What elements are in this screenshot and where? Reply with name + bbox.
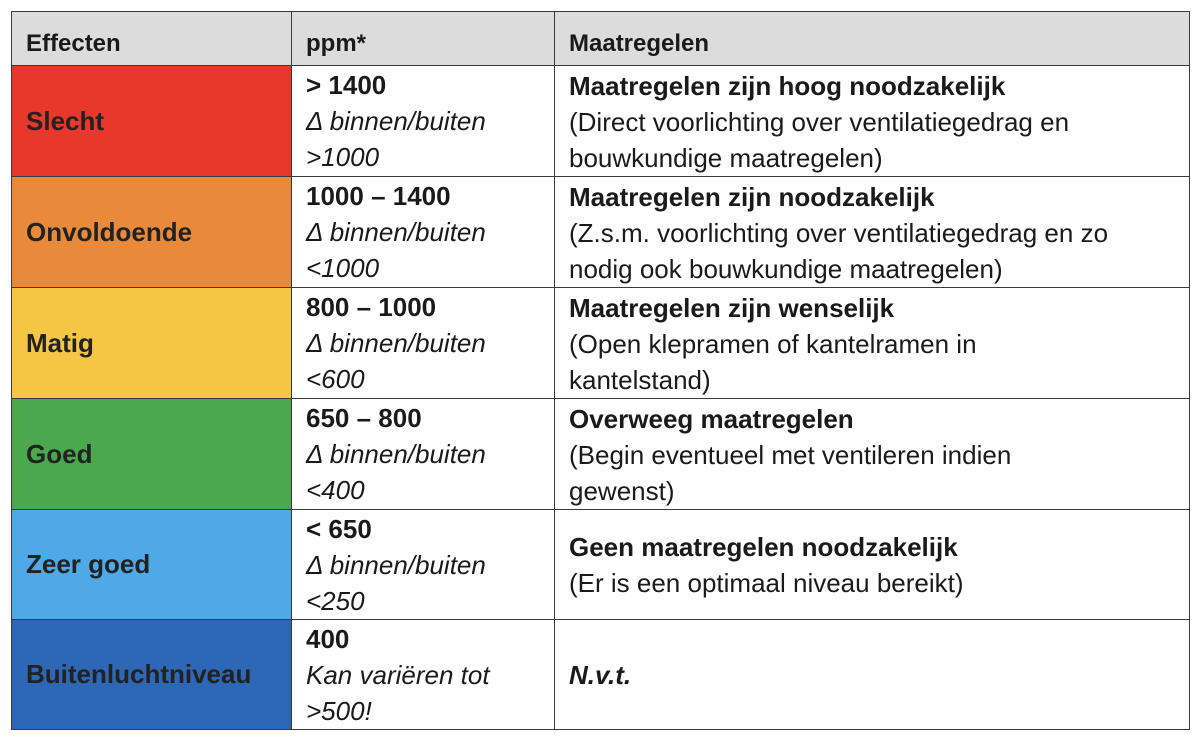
ppm-cell xyxy=(292,620,555,730)
ppm-cell xyxy=(292,66,555,177)
action-title: Maatregelen zijn wenselijk xyxy=(569,293,895,323)
action-not-applicable: N.v.t. xyxy=(569,659,632,690)
action-cell xyxy=(555,620,1190,730)
effect-label: Slecht xyxy=(12,66,292,177)
ppm-cell xyxy=(292,510,555,620)
header-ppm: ppm* xyxy=(292,12,555,66)
ppm-note-line1: Δ binnen/buiten xyxy=(306,106,486,136)
table-row-zeer-goed xyxy=(12,510,1190,620)
action-text-line1: (Er is een optimaal niveau bereikt) xyxy=(569,567,964,598)
action-text-line1: (Begin eventueel met ventileren indien xyxy=(569,440,1012,470)
action-cell xyxy=(555,510,1190,620)
ppm-note-line1: Δ binnen/buiten xyxy=(306,439,486,469)
ppm-note-line2: <1000 xyxy=(306,253,380,283)
action-cell xyxy=(555,288,1190,399)
effect-label: Buitenluchtniveau xyxy=(12,620,292,730)
ppm-note-line2: >1000 xyxy=(306,142,380,172)
ppm-value: 400 xyxy=(306,623,350,654)
table-row-onvoldoende xyxy=(12,177,1190,288)
effect-label: Onvoldoende xyxy=(12,177,292,288)
table-row-matig xyxy=(12,288,1190,399)
ppm-value: > 1400 xyxy=(306,70,387,100)
action-title: Overweeg maatregelen xyxy=(569,404,854,434)
ppm-cell xyxy=(292,288,555,399)
ppm-value: 650 – 800 xyxy=(306,403,422,433)
table-row-buitenluchtniveau xyxy=(12,620,1190,730)
action-cell xyxy=(555,399,1190,510)
table-row-goed xyxy=(12,399,1190,510)
ppm-value: 1000 – 1400 xyxy=(306,181,451,211)
header-action: Maatregelen xyxy=(555,12,1190,66)
action-title: Maatregelen zijn noodzakelijk xyxy=(569,182,935,212)
action-text-line2: kantelstand) xyxy=(569,365,711,395)
ppm-note-line2: <250 xyxy=(306,585,365,616)
action-cell xyxy=(555,177,1190,288)
action-text-line1: (Z.s.m. voorlichting over ventilatiegedrag en zo xyxy=(569,218,1109,248)
ppm-note-line1: Δ binnen/buiten xyxy=(306,328,486,358)
effect-label: Goed xyxy=(12,399,292,510)
ppm-cell xyxy=(292,177,555,288)
table-header-row xyxy=(12,12,1190,66)
action-text-line2: gewenst) xyxy=(569,476,675,506)
co2-levels-table xyxy=(11,11,1190,730)
header-effect: Effecten xyxy=(12,12,292,66)
ppm-note-line2: >500! xyxy=(306,695,372,726)
ppm-cell xyxy=(292,399,555,510)
ppm-value: 800 – 1000 xyxy=(306,292,437,322)
action-cell xyxy=(555,66,1190,177)
effect-label: Zeer goed xyxy=(12,510,292,620)
ppm-value: < 650 xyxy=(306,513,372,544)
ppm-note-line1: Kan variëren tot xyxy=(306,659,490,690)
action-title: Maatregelen zijn hoog noodzakelijk xyxy=(569,71,1006,101)
action-text-line2: bouwkundige maatregelen) xyxy=(569,143,883,173)
ppm-note-line2: <600 xyxy=(306,364,365,394)
effect-label: Matig xyxy=(12,288,292,399)
action-text-line1: (Direct voorlichting over ventilatiegedrag en xyxy=(569,107,1070,137)
table-row-slecht xyxy=(12,66,1190,177)
ppm-note-line2: <400 xyxy=(306,475,365,505)
action-text-line1: (Open klepramen of kantelramen in xyxy=(569,329,977,359)
ppm-note-line1: Δ binnen/buiten xyxy=(306,549,486,580)
ppm-note-line1: Δ binnen/buiten xyxy=(306,217,486,247)
action-title: Geen maatregelen noodzakelijk xyxy=(569,531,958,562)
action-text-line2: nodig ook bouwkundige maatregelen) xyxy=(569,254,1003,284)
